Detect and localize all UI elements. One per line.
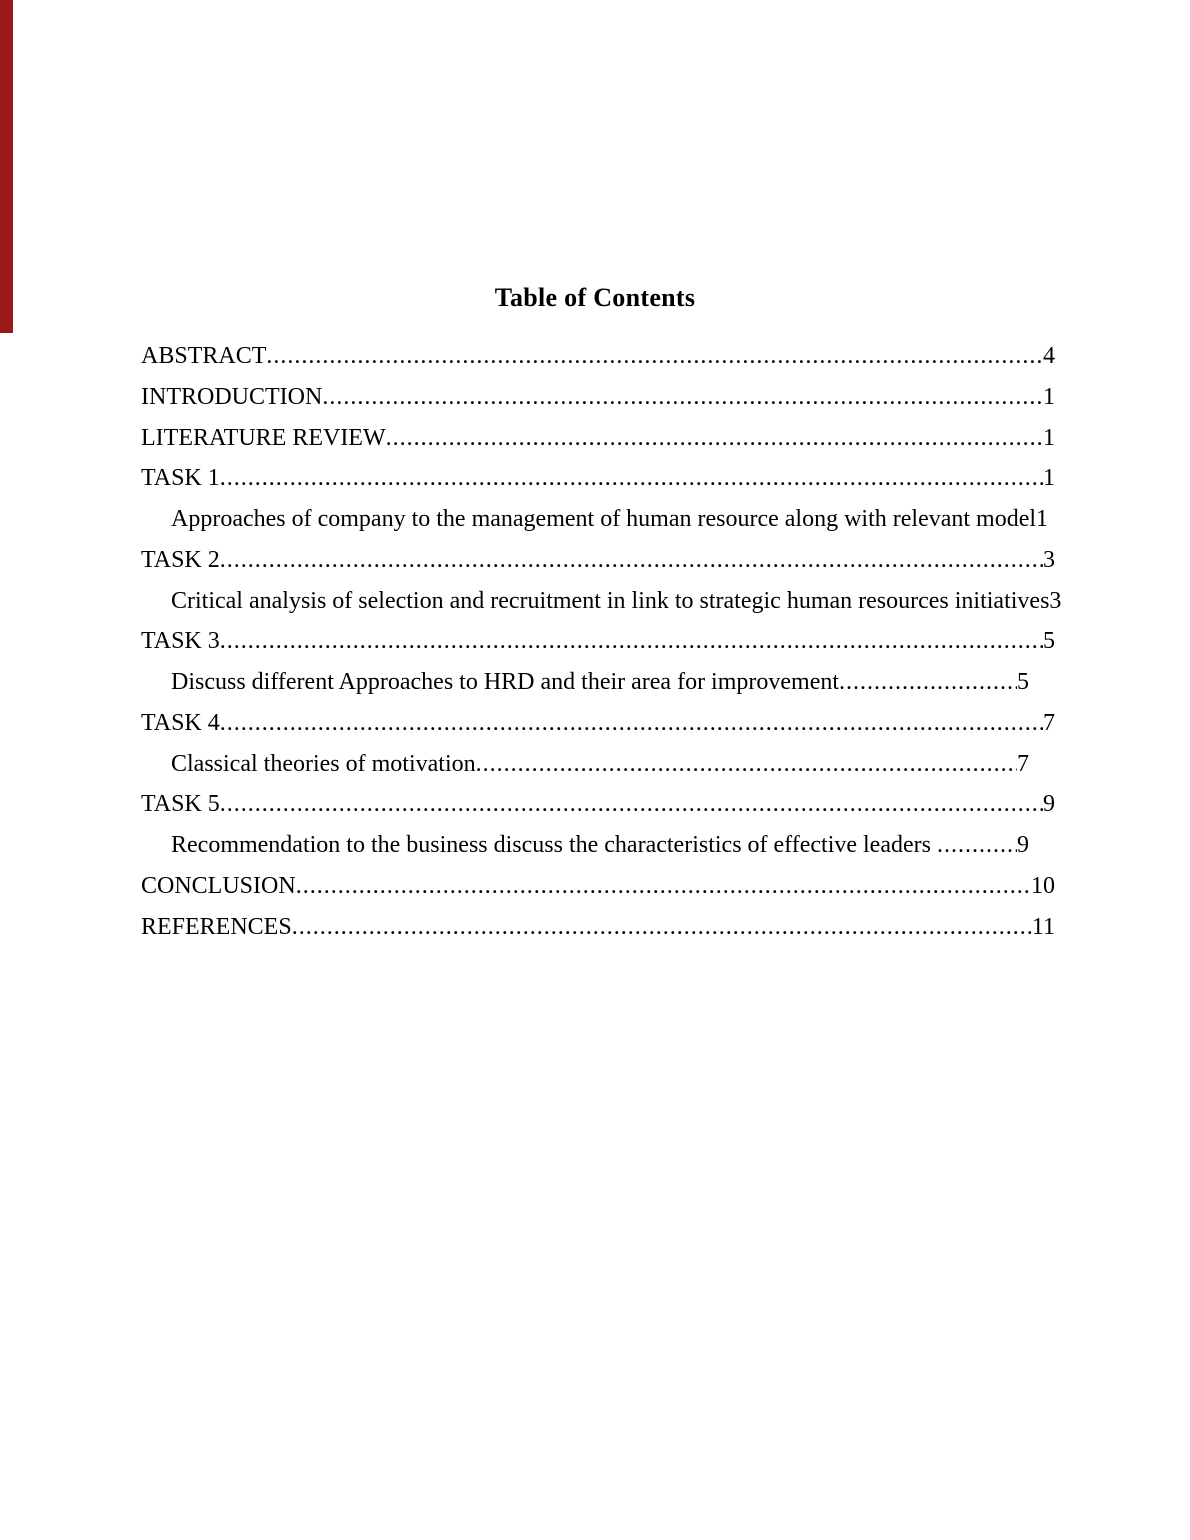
toc-page-number: 5 [1017,669,1029,695]
toc-entry [141,377,1055,418]
toc-page-number: 1 [1036,506,1049,532]
toc-page-number: 1 [1043,465,1055,492]
toc-page-number: 3 [1049,587,1062,614]
dot-leader [839,662,1017,703]
toc-entry-label: Critical analysis of selection and recruitment in link to strategic human resources initiatives [171,587,1050,614]
toc-page-number: 9 [1043,791,1055,818]
toc-entry [141,581,1062,622]
toc-page-number: 1 [1043,424,1055,451]
toc-page-number: 4 [1043,343,1055,369]
toc-page-number: 3 [1043,546,1055,573]
dot-leader [220,621,1043,662]
dot-leader [220,458,1043,499]
toc-entry [141,784,1055,825]
dot-leader [292,907,1032,948]
toc-entry-label: CONCLUSION [141,872,296,899]
toc-entry-label: REFERENCES [141,913,292,940]
toc-entry-label: Classical theories of motivation [171,750,476,777]
toc-entry-label: TASK 3 [141,628,220,655]
toc-entry-label: INTRODUCTION [141,383,323,410]
toc-entry [141,540,1055,581]
toc-entry [141,418,1055,459]
toc-entry [141,621,1055,662]
dot-leader [220,540,1043,581]
toc-entry [141,336,1055,377]
toc-entry [141,744,1055,785]
dot-leader [266,336,1043,377]
toc-entry-label: Discuss different Approaches to HRD and their area for improvement [171,669,840,695]
dot-leader [220,784,1043,825]
toc-page-number: 10 [1031,872,1055,899]
toc-page-number: 7 [1043,709,1055,736]
toc-entry [141,825,1055,866]
toc-entry-label: TASK 5 [141,791,220,818]
toc-entry-label: Recommendation to the business discuss the characteristics of effective leaders [171,832,937,858]
toc-entry-label: TASK 1 [141,465,220,492]
dot-leader [476,744,1017,785]
toc-entry-label: LITERATURE REVIEW [141,424,386,451]
toc-entry-label: Approaches of company to the management of human resource along with relevant model [171,506,1037,532]
toc-entry [141,866,1055,907]
dot-leader [937,825,1017,866]
toc-entry [141,662,1055,703]
table-of-contents [141,336,1062,947]
toc-entry-label: ABSTRACT [141,343,267,369]
toc-entry [141,499,1055,540]
toc-page-number: 7 [1017,750,1029,777]
dot-leader [322,377,1043,418]
dot-leader [296,866,1031,907]
dot-leader [386,418,1043,459]
toc-entry [141,703,1055,744]
toc-page-number: 1 [1043,383,1055,410]
toc-page-number: 5 [1043,628,1055,655]
toc-page-number: 11 [1031,913,1055,940]
toc-page-number: 9 [1017,832,1029,858]
dot-leader [220,703,1043,744]
toc-entry-label: TASK 4 [141,709,220,736]
toc-entry [141,907,1055,948]
page-title: Table of Contents [494,283,696,312]
toc-entry-label: TASK 2 [141,546,220,573]
toc-entry [141,458,1055,499]
